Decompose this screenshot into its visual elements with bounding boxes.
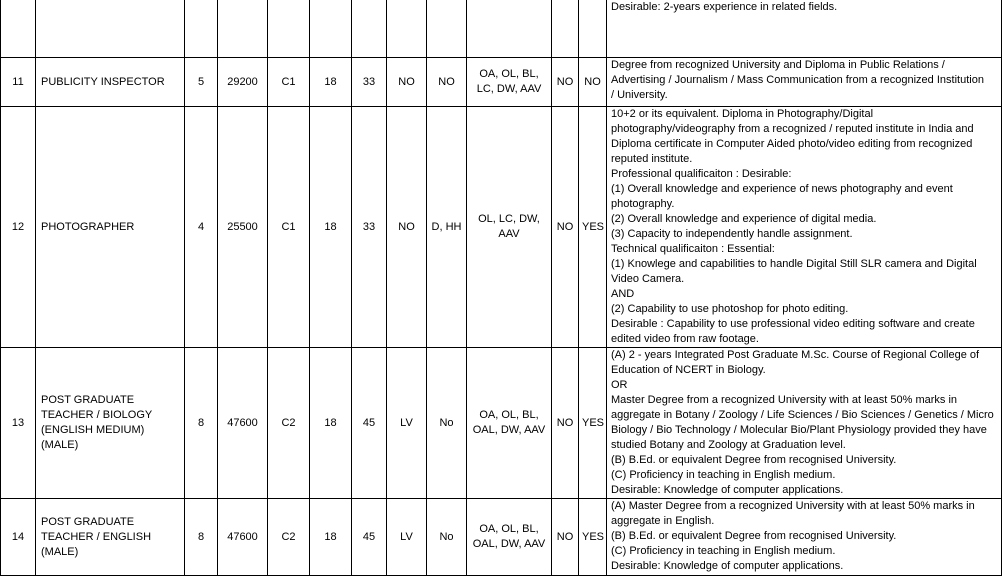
serial-number-cell: 12 [1, 107, 36, 348]
column-8-cell: LV [387, 499, 427, 576]
pay-cell: 47600 [218, 499, 268, 576]
qualification-line: Education of NCERT in Biology. [611, 364, 766, 376]
qualification-line: (2) Overall knowledge and experience of digital media. [611, 213, 877, 225]
qualification-line: studied Botany and Zoology at Graduation level. [611, 439, 846, 451]
post-name-cell: POST GRADUATE TEACHER / BIOLOGY (ENGLISH MEDIUM) (MALE) [36, 348, 185, 499]
qualification-line: (B) B.Ed. or equivalent Degree from recognised University. [611, 530, 897, 542]
vacancies-cell: 8 [185, 348, 218, 499]
qualification-line: photography. [611, 198, 675, 210]
column-9-cell: No [427, 499, 467, 576]
post-name-cell: PUBLICITY INSPECTOR [36, 58, 185, 107]
column-12-cell: YES [579, 107, 607, 348]
qualification-cell [607, 58, 1002, 107]
table-row [1, 58, 1002, 107]
table-row [1, 107, 1002, 348]
column-11-cell: NO [552, 107, 579, 348]
column-8-cell: NO [387, 107, 427, 348]
column-11-cell [552, 0, 579, 58]
qualification-line: Master Degree from a recognized University with at least 50% marks in [611, 394, 958, 406]
serial-number-cell: 11 [1, 58, 36, 107]
qualification-line: Biology / Bio Technology / Molecular Bio/Plant Physiology provided they have [611, 424, 987, 436]
qualification-line: Video Camera. [611, 273, 685, 285]
qualification-line: (1) Overall knowledge and experience of news photography and event [611, 183, 953, 195]
column-9-cell: D, HH [427, 107, 467, 348]
column-11-cell: NO [552, 348, 579, 499]
max-age-cell: 45 [352, 499, 387, 576]
column-9-cell: No [427, 348, 467, 499]
qualification-line: Desirable: Knowledge of computer applications. [611, 484, 844, 496]
qualification-line: Professional qualificaiton : Desirable: [611, 168, 792, 180]
qualification-cell [607, 348, 1002, 499]
min-age-cell: 18 [310, 107, 352, 348]
qualification-cell [607, 0, 1002, 58]
serial-number-cell: 13 [1, 348, 36, 499]
max-age-cell: 33 [352, 58, 387, 107]
table-row [1, 348, 1002, 499]
table-body [1, 0, 1002, 576]
column-8-cell [387, 0, 427, 58]
qualification-line: Diploma certificate in Computer Aided photo/video editing from recognized [611, 138, 973, 150]
post-name-cell [36, 0, 185, 58]
qualification-line: aggregate in English. [611, 515, 715, 527]
max-age-cell: 33 [352, 107, 387, 348]
post-name-cell: POST GRADUATE TEACHER / ENGLISH (MALE) [36, 499, 185, 576]
column-9-cell: NO [427, 58, 467, 107]
min-age-cell [310, 0, 352, 58]
qualification-line: (2) Capability to use photoshop for photo editing. [611, 303, 849, 315]
qualification-line: (C) Proficiency in teaching in English medium. [611, 545, 836, 557]
column-12-cell: YES [579, 348, 607, 499]
qualification-line: (B) B.Ed. or equivalent Degree from recognised University. [611, 454, 897, 466]
qualification-line: Desirable: 2-years experience in related fields. [611, 1, 838, 13]
categories-cell: OL, LC, DW, AAV [467, 107, 552, 348]
qualification-line: photography/videography from a recognized / reputed institute in India and [611, 123, 974, 135]
column-12-cell: NO [579, 58, 607, 107]
class-cell: C1 [268, 58, 310, 107]
qualification-line: reputed institute. [611, 153, 693, 165]
max-age-cell: 45 [352, 348, 387, 499]
qualification-line: 10+2 or its equivalent. Diploma in Photography/Digital [611, 108, 874, 120]
qualification-line: Degree from recognized University and Diploma in Public Relations / [611, 59, 945, 71]
qualification-cell [607, 499, 1002, 576]
vacancies-cell: 8 [185, 499, 218, 576]
column-8-cell: LV [387, 348, 427, 499]
column-9-cell [427, 0, 467, 58]
categories-cell: OA, OL, BL, OAL, DW, AAV [467, 499, 552, 576]
vacancies-cell: 5 [185, 58, 218, 107]
class-cell [268, 0, 310, 58]
qualification-line: aggregate in Botany / Zoology / Life Sciences / Bio Sciences / Genetics / Micro [611, 409, 994, 421]
qualification-cell [607, 107, 1002, 348]
qualification-line: Advertising / Journalism / Mass Communication from a recognized Institution [611, 74, 984, 86]
vacancies-cell: 4 [185, 107, 218, 348]
qualification-line: / University. [611, 89, 668, 101]
post-name-cell: PHOTOGRAPHER [36, 107, 185, 348]
categories-cell: OA, OL, BL, OAL, DW, AAV [467, 348, 552, 499]
column-11-cell: NO [552, 499, 579, 576]
pay-cell: 25500 [218, 107, 268, 348]
qualification-line: (A) 2 - years Integrated Post Graduate M.Sc. Course of Regional College of [611, 349, 980, 361]
qualification-line: Desirable: Knowledge of computer applications. [611, 560, 844, 572]
column-11-cell: NO [552, 58, 579, 107]
class-cell: C2 [268, 348, 310, 499]
class-cell: C1 [268, 107, 310, 348]
table-row [1, 499, 1002, 576]
qualification-line: (1) Knowlege and capabilities to handle Digital Still SLR camera and Digital [611, 258, 977, 270]
max-age-cell [352, 0, 387, 58]
serial-number-cell [1, 0, 36, 58]
qualification-line: edited video from raw footage. [611, 333, 759, 345]
column-8-cell: NO [387, 58, 427, 107]
qualification-line: (C) Proficiency in teaching in English medium. [611, 469, 836, 481]
qualification-line: Desirable : Capability to use professional video editing software and create [611, 318, 975, 330]
qualification-line: AND [611, 288, 635, 300]
categories-cell: OA, OL, BL, LC, DW, AAV [467, 58, 552, 107]
qualification-line: (A) Master Degree from a recognized University with at least 50% marks in [611, 500, 975, 512]
pay-cell: 47600 [218, 348, 268, 499]
categories-cell [467, 0, 552, 58]
class-cell: C2 [268, 499, 310, 576]
table-row [1, 0, 1002, 58]
min-age-cell: 18 [310, 348, 352, 499]
column-12-cell: YES [579, 499, 607, 576]
pay-cell: 29200 [218, 58, 268, 107]
min-age-cell: 18 [310, 499, 352, 576]
min-age-cell: 18 [310, 58, 352, 107]
qualification-line: (3) Capacity to independently handle assignment. [611, 228, 853, 240]
pay-cell [218, 0, 268, 58]
column-12-cell [579, 0, 607, 58]
qualification-line: Technical qualificaiton : Essential: [611, 243, 775, 255]
vacancies-cell [185, 0, 218, 58]
qualification-line: OR [611, 379, 628, 391]
serial-number-cell: 14 [1, 499, 36, 576]
